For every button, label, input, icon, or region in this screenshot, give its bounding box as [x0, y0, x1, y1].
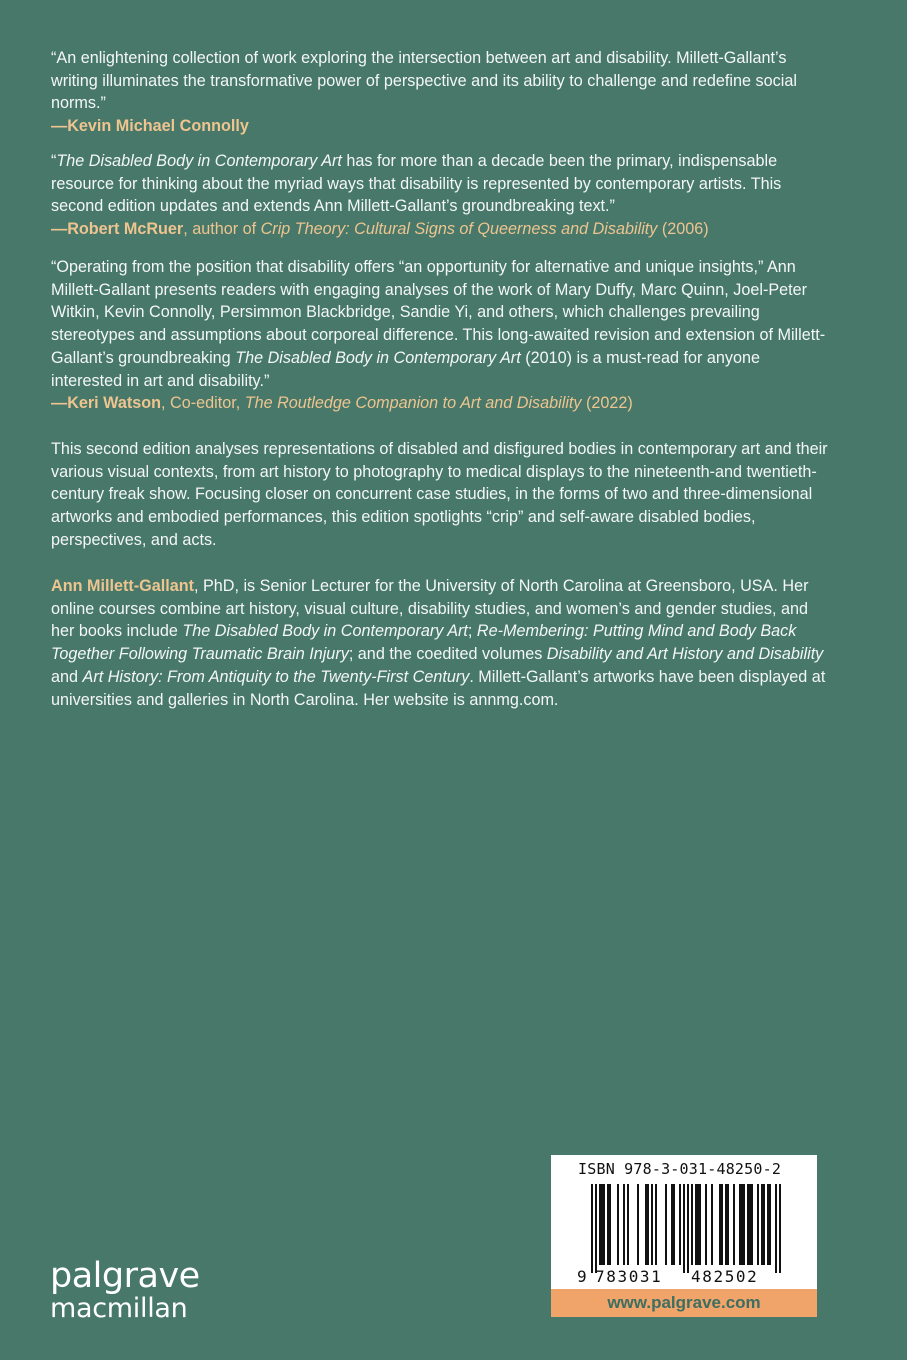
bio-part-2: ; and the coedited volumes	[348, 645, 547, 664]
barcode-bar	[687, 1184, 689, 1273]
barcode-bar	[607, 1184, 609, 1265]
barcode-bar	[655, 1184, 657, 1265]
isbn-label: ISBN 978-3-031-48250-2	[578, 1160, 782, 1178]
quote-3-book-title: The Disabled Body in Contemporary Art	[235, 348, 521, 367]
bio-part-3: . Millett-Gallant’s artworks have been displayed at universities and galleries in North Carolina. Her website is annmg.com.	[51, 667, 826, 709]
barcode-bar	[647, 1184, 649, 1265]
bio-text	[51, 575, 831, 711]
barcode-bar	[623, 1184, 625, 1265]
publisher-url: www.palgrave.com	[607, 1293, 761, 1312]
barcode-bar	[679, 1184, 681, 1265]
barcode-bar	[711, 1184, 713, 1265]
bio-book-3: Disability and Art History and Disability	[546, 645, 824, 664]
barcode-bar	[719, 1184, 721, 1265]
bio-book-1: The Disabled Body in Contemporary Art	[182, 622, 468, 641]
barcode-bar	[697, 1184, 699, 1265]
barcode-bar	[733, 1184, 735, 1265]
barcode-bar	[645, 1184, 647, 1265]
bio-part-1: , PhD, is Senior Lecturer for the University of North Carolina at Greensboro, USA. Her online courses combine art history, visual culture, disability studies, and women’s and gender studies, and her books include	[51, 577, 809, 641]
barcode-bar	[739, 1184, 741, 1265]
barcode-bar	[727, 1184, 729, 1265]
quote-2-year: (2006)	[657, 220, 709, 239]
bio-book-2: Re-Membering: Putting Mind and Body Back Together Following Traumatic Brain Injury	[51, 622, 797, 664]
barcode-bar	[609, 1184, 611, 1265]
bio-book-4: Art History: From Antiquity to the Twenty-First Century	[82, 667, 470, 686]
quote-2-work: Crip Theory: Cultural Signs of Queerness and Disability	[260, 220, 658, 239]
quote-1-author: —Kevin Michael Connolly	[51, 117, 249, 136]
quote-2-author: —Robert McRuer	[51, 220, 184, 239]
quote-2-book-title: The Disabled Body in Contemporary Art	[56, 152, 342, 170]
publisher-logo	[50, 1258, 250, 1324]
barcode-bar	[775, 1184, 777, 1273]
quote-2-role: , author of	[183, 220, 261, 239]
description-text: This second edition analyses representations of disabled and disfigured bodies in contemporary art and their various visual contexts, from art history to photography to medical displays to the nineteenth-and twentieth-century freak show. Focusing closer on concurrent case studies, in the forms of two and three-dimensional artworks and embodied performances, this edition spotlights “crip” and self-aware disabled bodies, perspectives, and acts.	[51, 440, 828, 549]
quote-2-open: “	[51, 152, 57, 170]
barcode-digits-right: 482502	[691, 1267, 759, 1286]
bio-author-name: Ann Millett-Gallant	[51, 577, 194, 595]
quote-2-attribution	[51, 218, 831, 241]
barcode-bar	[769, 1184, 771, 1265]
bio-sep-1: ;	[467, 622, 477, 641]
barcode-bar	[603, 1184, 605, 1265]
barcode-bar	[699, 1184, 701, 1265]
barcode-digit-first: 9	[577, 1267, 587, 1286]
logo-palgrave: palgrave	[50, 1256, 200, 1296]
barcode-bar	[651, 1184, 653, 1265]
barcode-bar	[757, 1184, 759, 1265]
barcode-bar	[721, 1184, 723, 1265]
quote-2-text	[51, 150, 831, 218]
barcode-bars	[551, 1155, 817, 1289]
endorsement-quote-2	[51, 150, 831, 241]
barcode-bar	[691, 1184, 693, 1265]
author-bio	[51, 575, 831, 711]
bio-and: and	[51, 667, 83, 686]
quote-3-text	[51, 256, 831, 392]
barcode-bar	[779, 1184, 781, 1273]
barcode-bar	[695, 1184, 697, 1265]
barcode-bar	[767, 1184, 769, 1265]
barcode-bar	[665, 1184, 667, 1265]
logo-macmillan: macmillan	[50, 1293, 188, 1324]
quote-3-year: (2022)	[581, 394, 633, 413]
barcode-bar	[595, 1184, 597, 1273]
barcode-bar	[741, 1184, 743, 1265]
endorsement-quote-3	[51, 256, 831, 415]
barcode-bar	[673, 1184, 675, 1265]
barcode-bar	[601, 1184, 603, 1265]
quote-1-text: “An enlightening collection of work exploring the intersection between art and disability. Millett-Gallant’s writing illuminates the transformative power of perspective and its ability to challenge and redefine social norms.”	[51, 49, 797, 113]
quote-3-work: The Routledge Companion to Art and Disability	[244, 394, 582, 413]
barcode-bar	[761, 1184, 763, 1265]
barcode-bar	[763, 1184, 765, 1265]
barcode-bar	[747, 1184, 749, 1265]
barcode-bar	[749, 1184, 751, 1265]
barcode-bar	[725, 1184, 727, 1265]
barcode-bar	[599, 1184, 601, 1265]
barcode-bar	[617, 1184, 619, 1265]
quote-3-end: (2010) is a must-read for anyone interested in art and disability.”	[51, 348, 761, 390]
barcode-bar	[627, 1184, 629, 1265]
quote-3-start: “Operating from the position that disability offers “an opportunity for alternative and unique insights,” Ann Millett-Gallant presents readers with engaging analyses of the work of Mary Duffy, Marc Quinn, Joel-Peter Witkin, Kevin Connolly, Persimmon Blackbridge, Sandie Yi, and others, which challenges prevailing stereotypes and assumptions about corporeal difference. This long-awaited revision and extension of Millett-Gallant’s groundbreaking	[51, 258, 826, 367]
endorsement-quote-1	[51, 47, 831, 138]
barcode-bar	[591, 1184, 593, 1273]
barcode-bar	[751, 1184, 753, 1265]
book-description	[51, 438, 831, 552]
quote-3-attribution	[51, 392, 831, 415]
barcode-bar	[683, 1184, 685, 1273]
quote-3-role: , Co-editor,	[161, 394, 245, 413]
barcode-bar	[671, 1184, 673, 1265]
barcode-digits-left: 783031	[595, 1267, 663, 1286]
barcode-bar	[743, 1184, 745, 1265]
isbn-barcode	[551, 1155, 817, 1289]
barcode-bar	[705, 1184, 707, 1265]
quote-3-author: —Keri Watson	[51, 394, 162, 413]
quote-2-rest: has for more than a decade been the primary, indispensable resource for thinking about the myriad ways that disability is represented by contemporary artists. This second edition updates and extends Ann Millett-Gallant’s groundbreaking text.”	[51, 152, 782, 216]
publisher-url-band	[551, 1289, 817, 1317]
barcode-bar	[637, 1184, 639, 1265]
